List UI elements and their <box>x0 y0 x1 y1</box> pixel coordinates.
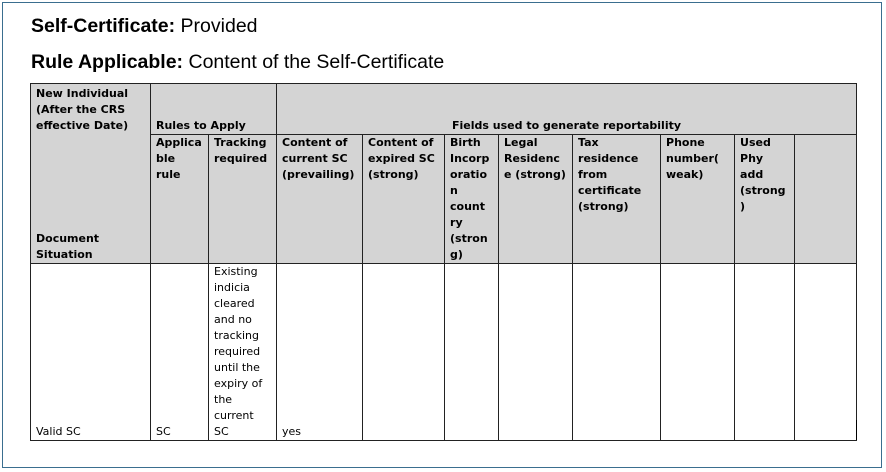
rule-applicable-label: Rule Applicable: <box>31 51 184 73</box>
header-extra <box>795 135 857 264</box>
cell-extra <box>795 264 857 441</box>
self-certificate-label: Self-Certificate: <box>31 15 176 37</box>
self-certificate-value: Provided <box>175 15 258 37</box>
self-certificate-line <box>31 15 258 38</box>
rule-applicable-line <box>31 51 444 74</box>
header-used-phy-add: Used Phy add (strong ) <box>735 135 795 264</box>
header-phone-number: Phone number( weak) <box>661 135 735 264</box>
header-new-individual: New Individual (After the CRS effective Date) <box>36 87 129 132</box>
cell-legal <box>499 264 573 441</box>
header-legal-residence: Legal Residence (strong) <box>499 135 573 264</box>
cell-phone <box>661 264 735 441</box>
cursor-mark <box>856 420 857 440</box>
cell-current-sc: yes <box>277 264 363 441</box>
cell-birth <box>445 264 499 441</box>
header-birth-incorporation-country: Birth Incorp oratio n count ry (stron g) <box>445 135 499 264</box>
header-current-sc: Content of current SC (prevailing) <box>277 135 363 264</box>
header-document-situation: Document Situation <box>36 232 100 261</box>
header-applicable-rule: Applica ble rule <box>151 135 209 264</box>
rule-applicable-value: Content of the Self-Certificate <box>183 51 445 73</box>
cell-tracking: Existing indicia cleared and no tracking required until the expiry of the current SC <box>209 264 277 441</box>
header-fields-used: Fields used to generate reportability <box>277 84 857 135</box>
cell-tax <box>573 264 661 441</box>
header-expired-sc: Content of expired SC (strong) <box>363 135 445 264</box>
table-row <box>31 264 857 441</box>
cell-phy <box>735 264 795 441</box>
reportability-table <box>30 83 857 441</box>
cell-situation: Valid SC <box>31 264 151 441</box>
header-tax-residence: Tax residence from certificate (strong) <box>573 135 661 264</box>
cell-rule: SC <box>151 264 209 441</box>
cell-expired-sc <box>363 264 445 441</box>
header-situation-cell <box>31 84 151 264</box>
header-tracking-required: Tracking required <box>209 135 277 264</box>
header-rules-to-apply: Rules to Apply <box>151 84 277 135</box>
